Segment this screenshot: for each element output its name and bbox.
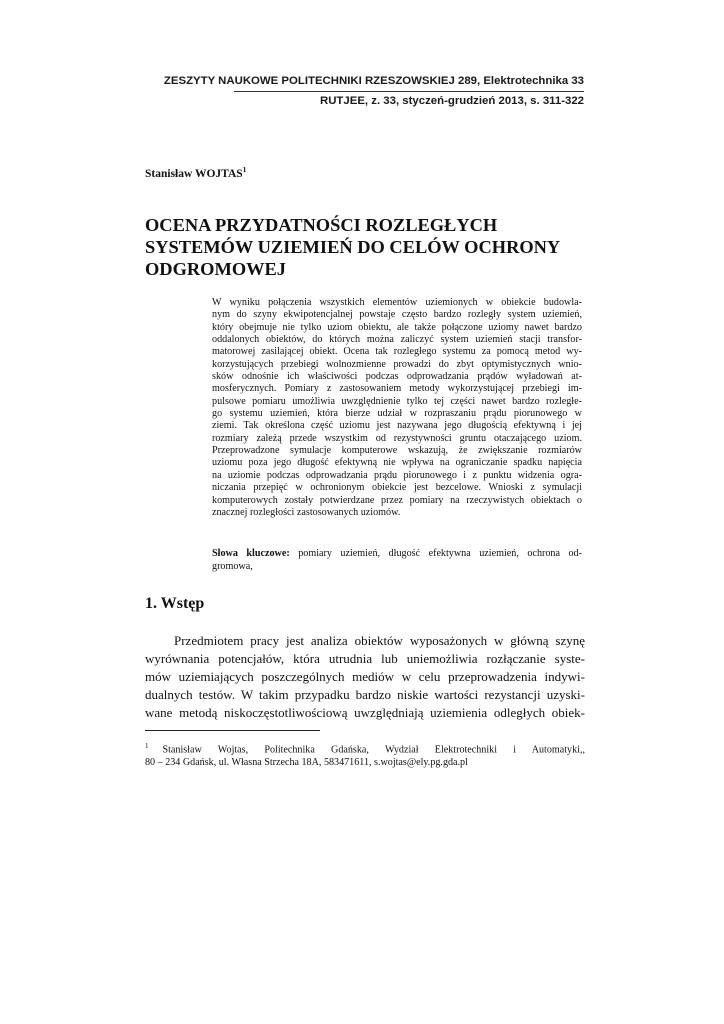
abstract-line: W wyniku połączenia wszystkich elementów uziemionych w obiekcie budowla-: [212, 297, 582, 308]
abstract-line: oddalonych obiektów, do których można zaliczyć system uziemień stacji transfor-: [212, 334, 582, 346]
footnote-rule: [145, 730, 320, 731]
keywords: [212, 547, 582, 573]
header-rule: [234, 91, 584, 92]
author-footnote-mark: 1: [242, 165, 247, 174]
author-name: Stanisław WOJTAS: [145, 167, 243, 180]
body-line: wane metodą niskoczęstotliwościową uwzględniają uziemienia odległych obiek-: [145, 705, 585, 720]
body-line: Przedmiotem pracy jest analiza obiektów wyposażonych w główną szynę: [174, 633, 585, 648]
abstract-line: niczania przepięć w ochronionym obiekcie jest bezcelowe. Wnioski z symulacji: [212, 482, 582, 494]
footnote-mark: 1: [145, 742, 149, 750]
abstract-line: mosferycznych. Pomiary z zastosowaniem metody wykorzystującej przebiegi im-: [212, 383, 582, 395]
title-line: ODGROMOWEJ: [145, 259, 286, 279]
abstract-line: nym do szyny ekwipotencjalnej powstaje często bardzo rozległy system uziemień,: [212, 309, 582, 321]
keywords-text: pomiary uziemień, długość efektywna uziemień, ochrona od-: [289, 548, 582, 559]
body-line: wyrównania potencjałów, która utrudnia lub uniemożliwia rozłączanie syste-: [145, 651, 585, 666]
keywords-text-continued: gromowa,: [212, 561, 253, 572]
abstract-line: pulsowe pomiaru umożliwia uwzględnienie tylko tej części nawet bardzo rozległe-: [212, 395, 582, 407]
section-heading: 1. Wstęp: [145, 595, 205, 612]
abstract-line: który obejmuje nie tylko uziom obiektu, ale także połączone uziomy nawet bardzo: [212, 321, 582, 333]
abstract-line: znacznej rozległości zastosowanych uziomów.: [212, 506, 401, 518]
author: [145, 165, 246, 180]
abstract-line: rozmiary zależą przede wszystkim od rezystywności gruntu otaczającego uziom.: [212, 432, 582, 444]
journal-header-line-1: ZESZYTY NAUKOWE POLITECHNIKI RZESZOWSKIEJ 289, Elektrotechnika 33: [163, 75, 584, 87]
title-line: OCENA PRZYDATNOŚCI ROZLEGŁYCH: [145, 215, 498, 235]
footnote: [145, 740, 585, 769]
abstract-line: Przeprowadzone symulacje komputerowe wskazują, że zwiększanie rozmiarów: [212, 445, 582, 457]
journal-header-line-2: RUTJEE, z. 33, styczeń-grudzień 2013, s. 311-322: [319, 95, 584, 107]
abstract: [212, 297, 582, 519]
intro-paragraph: [145, 632, 585, 722]
abstract-line: ziemi. Tak określona część uziomu jest nazywana jego długością efektywną i jej: [212, 420, 582, 432]
body-line: dualnych testów. W takim przypadku bardzo niskie wartości rezystancji uzyski-: [145, 687, 585, 702]
abstract-line: komputerowych zostały potwierdzane przez pomiary na rzeczywistych obiektach o: [212, 494, 582, 506]
paper-title: [145, 214, 585, 280]
title-line: SYSTEMÓW UZIEMIEŃ DO CELÓW OCHRONY: [145, 237, 561, 257]
abstract-line: uziomu poza jego długość efektywną nie wpływa na ograniczanie spadku napięcia: [212, 457, 582, 469]
abstract-line: sków odnośnie ich właściwości podczas odprowadzania prądów wyładowań at-: [212, 371, 582, 383]
abstract-line: na uziomie podczas odprowadzania prądu piorunowego i z punktu widzenia ogra-: [212, 469, 582, 481]
footnote-text-continued: 80 – 234 Gdańsk, ul. Własna Strzecha 18A, 583471611, s.wojtas@ely.pg.gda.pl: [145, 757, 468, 769]
keywords-label: Słowa kluczowe:: [212, 548, 290, 559]
body-line: mów uziemiających poszczególnych mediów w celu przeprowadzenia indywi-: [145, 669, 585, 684]
abstract-line: korzystujących przebiegi wolnozmienne prowadzi do zbyt optymistycznych wnio-: [212, 358, 582, 370]
footnote-text: Stanisław Wojtas, Politechnika Gdańska, Wydział Elektrotechniki i Automatyki,,: [162, 744, 585, 756]
abstract-line: go systemu uziemień, która bierze udział w rozpraszaniu prądu piorunowego w: [212, 408, 582, 420]
abstract-line: matorowej zasilającej obiekt. Ocena tak rozległego systemu za pomocą metod wy-: [212, 346, 582, 358]
